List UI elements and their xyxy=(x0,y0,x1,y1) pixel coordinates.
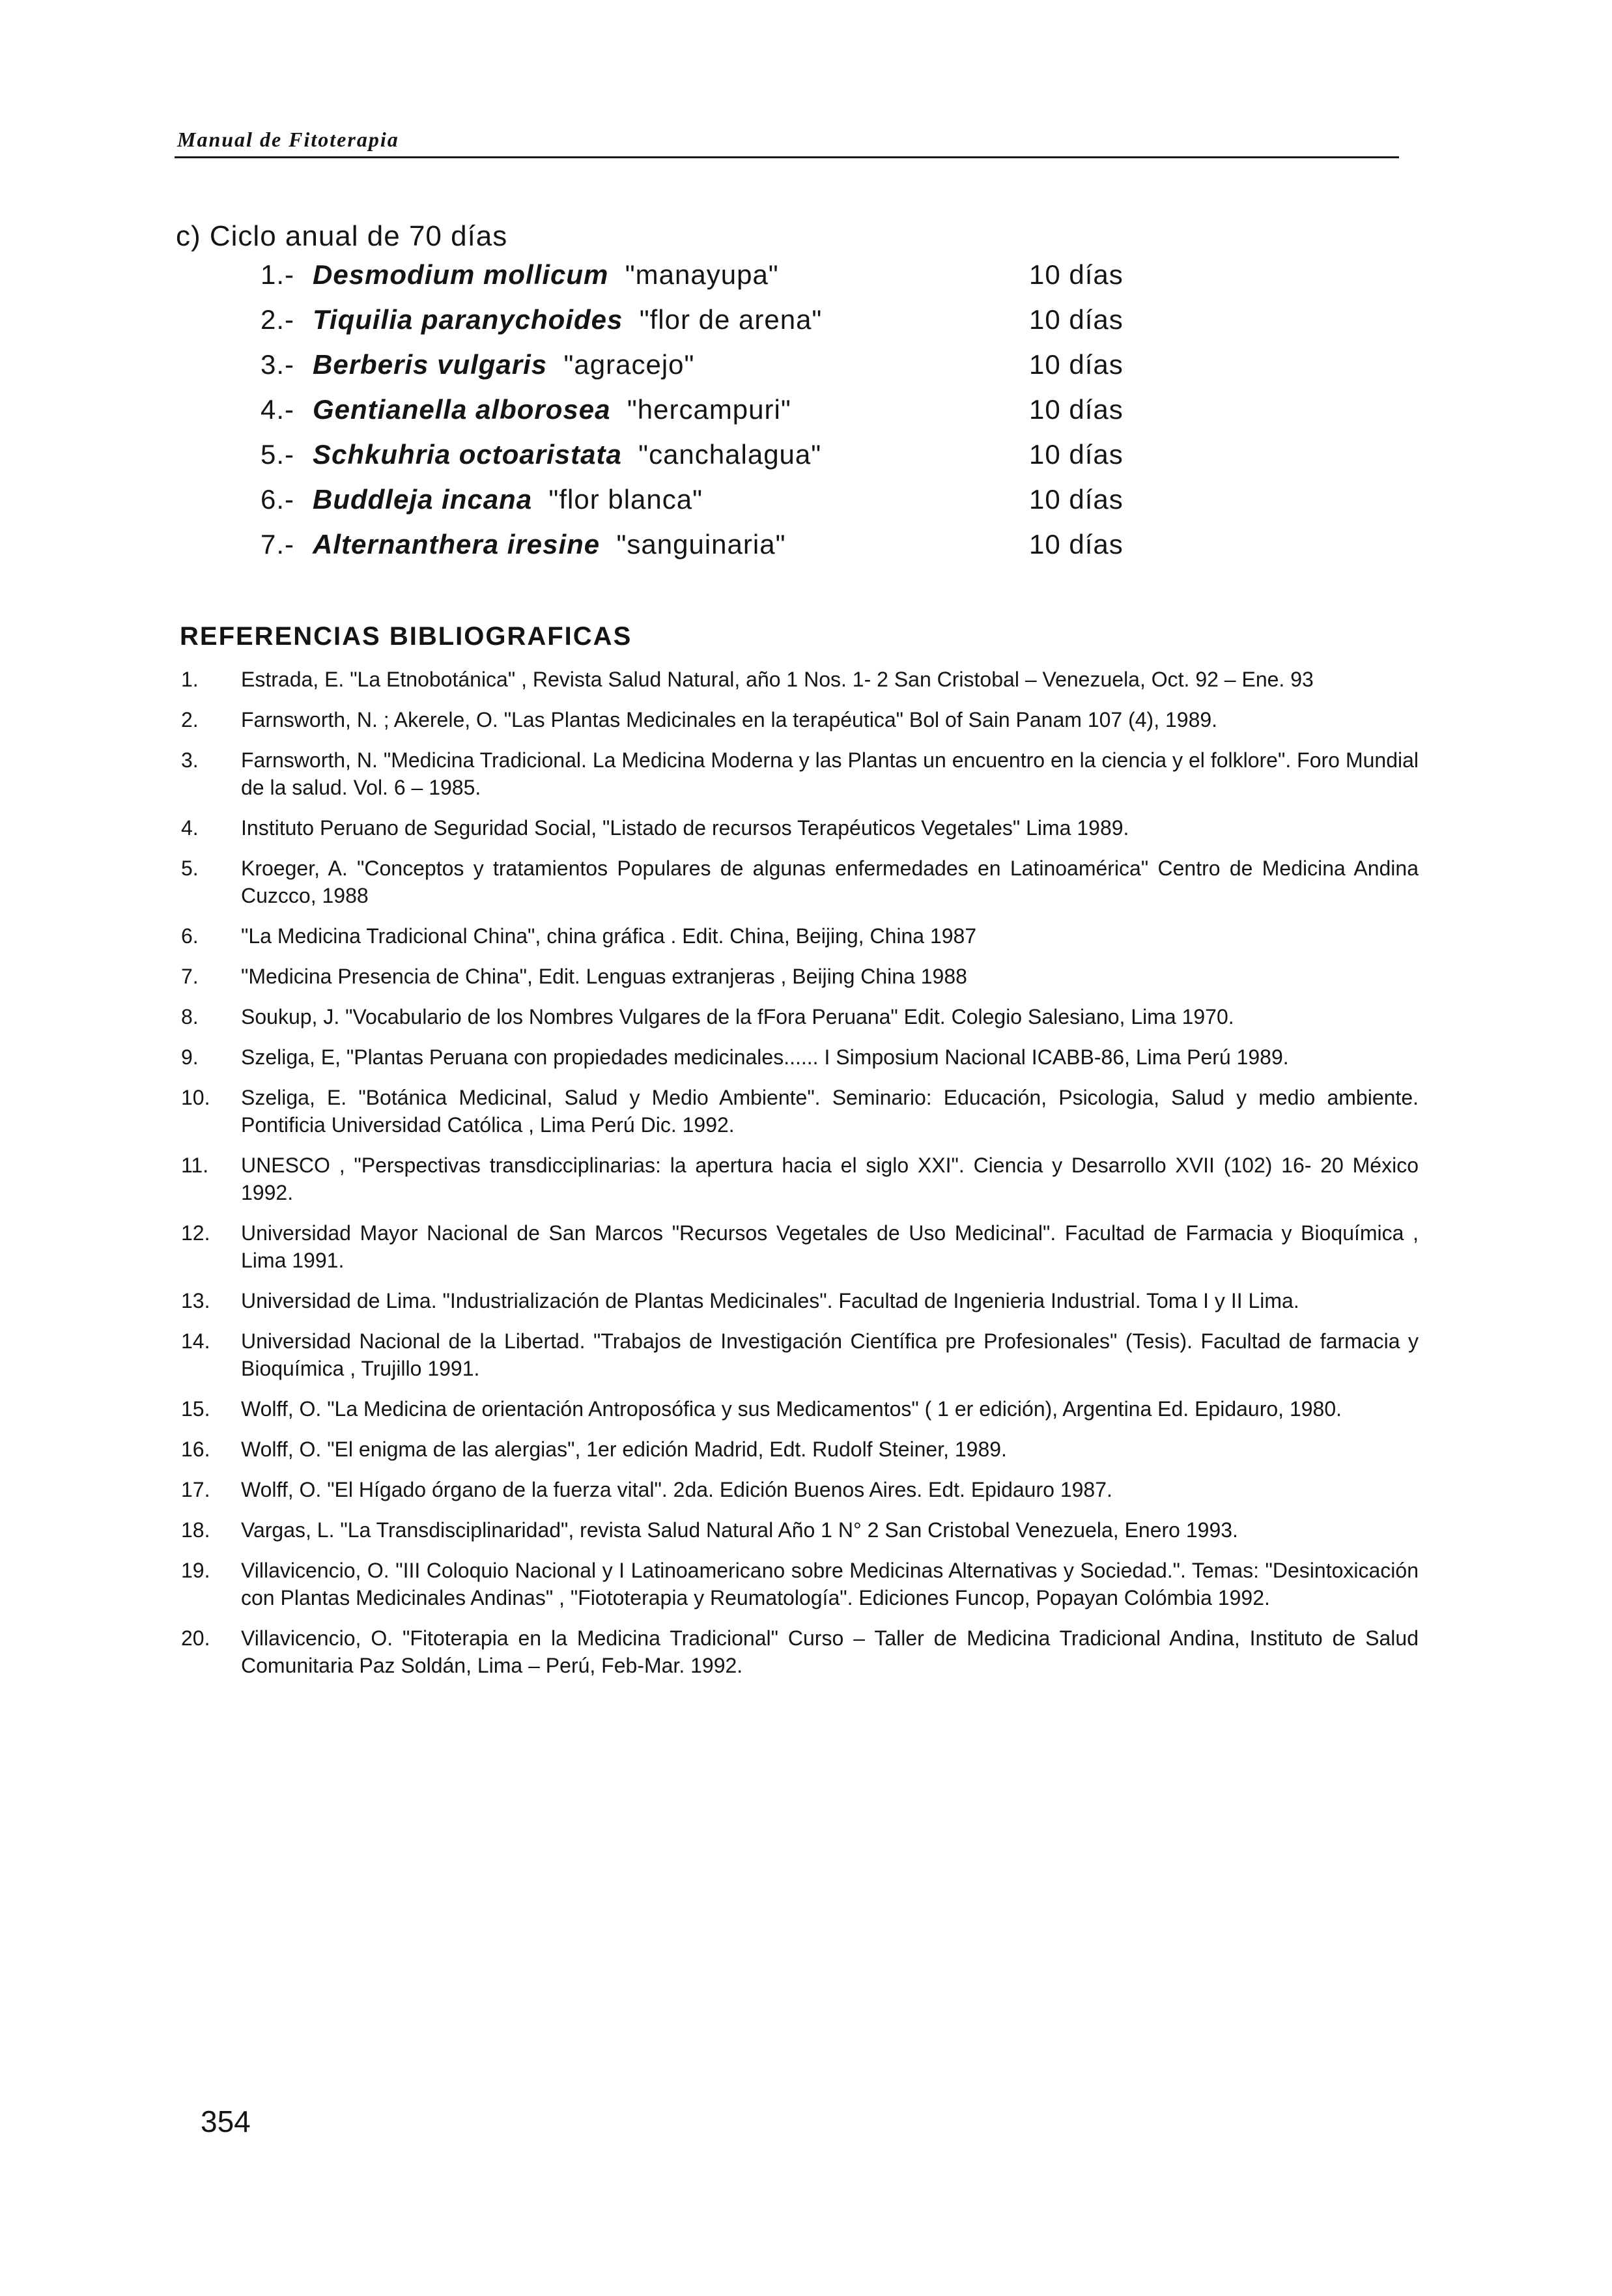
reference-text: Szeliga, E. "Botánica Medicinal, Salud y Medio Ambiente". Seminario: Educación, Psicologia, Salud y medio ambiente. Pontificia Universidad Católica , Lima Perú Dic. 1992. xyxy=(241,1086,1419,1137)
species-name: Buddleja incana xyxy=(313,484,533,515)
common-name: "manayupa" xyxy=(625,259,779,290)
plant-row xyxy=(261,484,1172,529)
reference-item xyxy=(181,1003,1419,1030)
plant-number: 5.- xyxy=(261,439,295,470)
reference-number: 8. xyxy=(181,1005,199,1028)
reference-number: 11. xyxy=(181,1154,209,1177)
reference-number: 15. xyxy=(181,1397,210,1421)
plant-row xyxy=(261,259,1172,304)
reference-number: 14. xyxy=(181,1329,210,1353)
header-rule xyxy=(175,156,1399,158)
plant-number: 2.- xyxy=(261,304,295,335)
plant-duration: 10 días xyxy=(1029,349,1124,380)
reference-item xyxy=(181,1624,1419,1679)
reference-number: 19. xyxy=(181,1559,210,1582)
common-name: "agracejo" xyxy=(563,349,695,380)
running-header-title: Manual de Fitoterapia xyxy=(177,128,399,151)
reference-item xyxy=(181,922,1419,950)
species-name: Tiquilia paranychoides xyxy=(313,304,623,335)
plant-duration: 10 días xyxy=(1029,304,1124,335)
species-name: Schkuhria octoaristata xyxy=(313,439,622,470)
reference-item xyxy=(181,1476,1419,1503)
reference-number: 12. xyxy=(181,1221,210,1245)
common-name: "flor de arena" xyxy=(639,304,823,335)
reference-number: 5. xyxy=(181,857,199,880)
reference-text: Szeliga, E, "Plantas Peruana con propiedades medicinales...... I Simposium Nacional ICABB-86, Lima Perú 1989. xyxy=(241,1045,1289,1069)
reference-text: Villavicencio, O. "Fitoterapia en la Medicina Tradicional" Curso – Taller de Medicina Tradicional Andina, Instituto de Salud Comunitaria Paz Soldán, Lima – Perú, Feb-Mar. 1992. xyxy=(241,1626,1419,1677)
plant-duration: 10 días xyxy=(1029,439,1124,470)
reference-text: Wolff, O. "La Medicina de orientación Antroposófica y sus Medicamentos" ( 1 er edición), Argentina Ed. Epidauro, 1980. xyxy=(241,1397,1342,1421)
reference-number: 1. xyxy=(181,668,199,691)
plant-species xyxy=(313,529,785,560)
plant-duration: 10 días xyxy=(1029,484,1124,515)
species-name: Berberis vulgaris xyxy=(313,349,548,380)
section-heading: c) Ciclo anual de 70 días xyxy=(176,220,508,252)
references-list xyxy=(181,666,1419,1692)
reference-text: Soukup, J. "Vocabulario de los Nombres Vulgares de la fFora Peruana" Edit. Colegio Salesiano, Lima 1970. xyxy=(241,1005,1234,1028)
reference-item xyxy=(181,746,1419,801)
common-name: "flor blanca" xyxy=(548,484,703,515)
reference-text: Estrada, E. "La Etnobotánica" , Revista Salud Natural, año 1 Nos. 1- 2 San Cristobal – Venezuela, Oct. 92 – Ene. 93 xyxy=(241,668,1314,691)
reference-text: Universidad de Lima. "Industrialización de Plantas Medicinales". Facultad de Ingenieria Industrial. Toma I y II Lima. xyxy=(241,1289,1299,1312)
reference-item xyxy=(181,706,1419,733)
reference-item xyxy=(181,1152,1419,1206)
reference-item xyxy=(181,1436,1419,1463)
reference-text: Wolff, O. "El Hígado órgano de la fuerza vital". 2da. Edición Buenos Aires. Edt. Epidauro 1987. xyxy=(241,1478,1112,1501)
reference-number: 6. xyxy=(181,924,199,948)
reference-number: 7. xyxy=(181,965,199,988)
plant-number: 1.- xyxy=(261,259,295,290)
plant-species xyxy=(313,349,694,380)
species-name: Alternanthera iresine xyxy=(313,529,601,560)
reference-item xyxy=(181,963,1419,990)
reference-item xyxy=(181,1219,1419,1274)
reference-text: Kroeger, A. "Conceptos y tratamientos Populares de algunas enfermedades en Latinoamérica" Centro de Medicina Andina Cuzcco, 1988 xyxy=(241,857,1419,907)
plant-species xyxy=(313,394,791,425)
plant-number: 7.- xyxy=(261,529,295,560)
reference-text: "Medicina Presencia de China", Edit. Lenguas extranjeras , Beijing China 1988 xyxy=(241,965,967,988)
reference-text: Wolff, O. "El enigma de las alergias", 1er edición Madrid, Edt. Rudolf Steiner, 1989. xyxy=(241,1438,1007,1461)
species-name: Desmodium mollicum xyxy=(313,259,609,290)
plant-duration: 10 días xyxy=(1029,529,1124,560)
plant-duration: 10 días xyxy=(1029,259,1124,290)
page-number: 354 xyxy=(201,2105,251,2138)
plant-row xyxy=(261,529,1172,574)
reference-text: "La Medicina Tradicional China", china gráfica . Edit. China, Beijing, China 1987 xyxy=(241,924,977,948)
reference-text: Farnsworth, N. "Medicina Tradicional. La Medicina Moderna y las Plantas un encuentro en la ciencia y el folklore". Foro Mundial de la salud. Vol. 6 – 1985. xyxy=(241,748,1419,799)
plant-list xyxy=(261,259,1172,574)
plant-species xyxy=(313,259,779,291)
reference-item xyxy=(181,1516,1419,1544)
reference-number: 13. xyxy=(181,1289,210,1312)
reference-text: Universidad Nacional de la Libertad. "Trabajos de Investigación Científica pre Profesionales" (Tesis). Facultad de farmacia y Bioquímica , Trujillo 1991. xyxy=(241,1329,1419,1380)
references-heading: REFERENCIAS BIBLIOGRAFICAS xyxy=(180,622,632,651)
reference-item xyxy=(181,1084,1419,1139)
plant-row xyxy=(261,349,1172,394)
reference-item xyxy=(181,1395,1419,1423)
plant-species xyxy=(313,484,703,515)
reference-item xyxy=(181,1327,1419,1382)
plant-duration: 10 días xyxy=(1029,394,1124,425)
plant-species xyxy=(313,439,821,470)
plant-number: 6.- xyxy=(261,484,295,515)
reference-number: 4. xyxy=(181,816,199,840)
common-name: "canchalagua" xyxy=(638,439,822,470)
reference-number: 2. xyxy=(181,708,199,731)
reference-item xyxy=(181,1043,1419,1071)
common-name: "sanguinaria" xyxy=(616,529,786,560)
reference-number: 17. xyxy=(181,1478,210,1501)
reference-text: UNESCO , "Perspectivas transdicciplinarias: la apertura hacia el siglo XXI". Ciencia y Desarrollo XVII (102) 16- 20 México 1992. xyxy=(241,1154,1419,1204)
plant-number: 4.- xyxy=(261,394,295,425)
reference-item xyxy=(181,1287,1419,1314)
plant-row xyxy=(261,439,1172,484)
reference-text: Farnsworth, N. ; Akerele, O. "Las Plantas Medicinales en la terapéutica" Bol of Sain Panam 107 (4), 1989. xyxy=(241,708,1218,731)
reference-text: Universidad Mayor Nacional de San Marcos "Recursos Vegetales de Uso Medicinal". Facultad de Farmacia y Bioquímica , Lima 1991. xyxy=(241,1221,1419,1272)
plant-number: 3.- xyxy=(261,349,295,380)
reference-number: 3. xyxy=(181,748,199,772)
reference-text: Instituto Peruano de Seguridad Social, "Listado de recursos Terapéuticos Vegetales" Lima 1989. xyxy=(241,816,1129,840)
reference-number: 18. xyxy=(181,1518,210,1542)
reference-text: Vargas, L. "La Transdisciplinaridad", revista Salud Natural Año 1 N° 2 San Cristobal Venezuela, Enero 1993. xyxy=(241,1518,1238,1542)
common-name: "hercampuri" xyxy=(627,394,791,425)
reference-number: 16. xyxy=(181,1438,210,1461)
reference-item xyxy=(181,1557,1419,1611)
species-name: Gentianella alborosea xyxy=(313,394,611,425)
reference-number: 9. xyxy=(181,1045,199,1069)
reference-number: 20. xyxy=(181,1626,210,1650)
reference-item xyxy=(181,855,1419,909)
reference-number: 10. xyxy=(181,1086,210,1109)
plant-species xyxy=(313,304,822,335)
reference-text: Villavicencio, O. "III Coloquio Nacional y I Latinoamericano sobre Medicinas Alternativas y Sociedad.". Temas: "Desintoxicación con Plantas Medicinales Andinas" , "Fiototerapia y Reumatología". Ediciones Funcop, Popayan Colómbia 1992. xyxy=(241,1559,1419,1609)
plant-row xyxy=(261,304,1172,349)
reference-item xyxy=(181,666,1419,693)
plant-row xyxy=(261,394,1172,439)
reference-item xyxy=(181,814,1419,842)
